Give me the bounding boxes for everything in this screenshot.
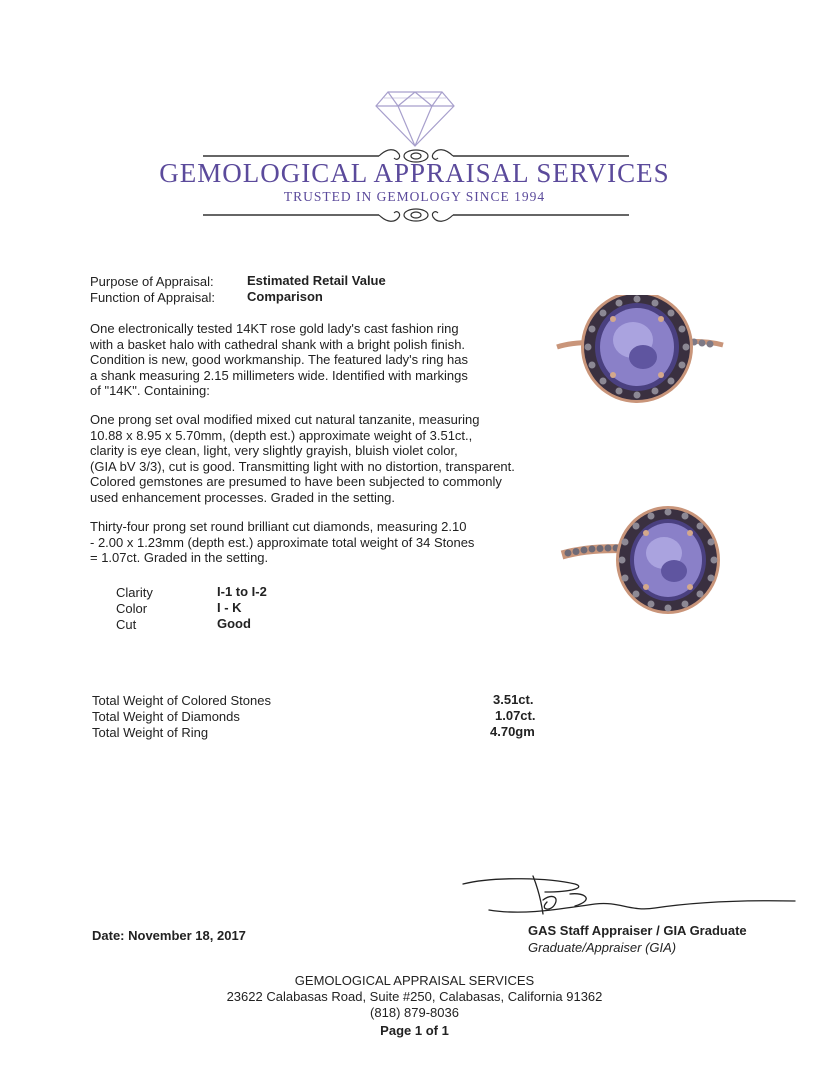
description-line: Condition is new, good workmanship. The featured lady's ring has	[90, 352, 469, 367]
total-value-ring: 4.70gm	[490, 724, 535, 739]
grade-value-clarity: I-1 to I-2	[217, 584, 267, 599]
page-number: Page 1 of 1	[380, 1023, 449, 1038]
description-line: Thirty-four prong set round brilliant cut diamonds, measuring 2.10	[90, 519, 467, 534]
diamond-description	[90, 519, 550, 566]
footer-phone: (818) 879-8036	[370, 1005, 459, 1020]
description-line: = 1.07ct. Graded in the setting.	[90, 550, 269, 565]
appraisal-date: Date: November 18, 2017	[92, 928, 246, 943]
description-line: 10.88 x 8.95 x 5.70mm, (depth est.) approximate weight of 3.51ct.,	[90, 427, 473, 443]
signature-icon	[455, 870, 800, 922]
grade-label-clarity: Clarity	[116, 585, 153, 600]
description-line: - 2.00 x 1.23mm (depth est.) approximate total weight of 34 Stones	[90, 534, 475, 550]
function-value: Comparison	[247, 289, 323, 304]
description-line: One prong set oval modified mixed cut natural tanzanite, measuring	[90, 412, 480, 427]
description-line: of "14K". Containing:	[90, 383, 210, 398]
ring-photo-angle	[560, 505, 725, 620]
description-line: (GIA bV 3/3), cut is good. Transmitting light with no distortion, transparent.	[90, 458, 515, 474]
bottom-divider-ornament	[203, 205, 629, 225]
description-line: a shank measuring 2.15 millimeters wide. Identified with markings	[90, 367, 468, 383]
diamond-logo-icon	[374, 88, 456, 150]
description-line: clarity is eye clean, light, very slightly grayish, bluish violet color,	[90, 443, 458, 458]
brand-tagline: TRUSTED IN GEMOLOGY SINCE 1994	[283, 189, 546, 204]
grade-label-color: Color	[116, 601, 148, 616]
appraiser-title: GAS Staff Appraiser / GIA Graduate	[528, 923, 747, 938]
total-value-diamonds: 1.07ct.	[495, 708, 536, 723]
footer-address: 23622 Calabasas Road, Suite #250, Calabasas, California 91362	[226, 989, 603, 1004]
grade-label-cut: Cut	[116, 617, 137, 632]
total-label-diamonds: Total Weight of Diamonds	[92, 709, 240, 724]
description-line: Colored gemstones are presumed to have been subjected to commonly	[90, 474, 502, 489]
letterhead	[0, 0, 829, 240]
appraiser-subtitle: Graduate/Appraiser (GIA)	[528, 940, 677, 955]
total-label-colored-stones: Total Weight of Colored Stones	[92, 693, 271, 708]
ring-photo-top	[555, 295, 725, 415]
description-line: with a basket halo with cathedral shank with a bright polish finish.	[90, 336, 466, 352]
purpose-label: Purpose of Appraisal:	[90, 274, 214, 289]
grade-value-color: I - K	[217, 600, 242, 615]
grade-value-cut: Good	[217, 616, 251, 631]
description-line: used enhancement processes. Graded in the setting.	[90, 489, 395, 505]
total-value-colored-stones: 3.51ct.	[493, 692, 534, 707]
tanzanite-description	[90, 412, 550, 505]
purpose-value: Estimated Retail Value	[247, 273, 386, 288]
ring-description	[90, 321, 550, 399]
description-line: One electronically tested 14KT rose gold lady's cast fashion ring	[90, 321, 459, 336]
total-label-ring: Total Weight of Ring	[92, 725, 209, 740]
brand-name: GEMOLOGICAL APPRAISAL SERVICES	[159, 158, 670, 188]
function-label: Function of Appraisal:	[90, 290, 216, 305]
footer-company: GEMOLOGICAL APPRAISAL SERVICES	[294, 973, 535, 988]
